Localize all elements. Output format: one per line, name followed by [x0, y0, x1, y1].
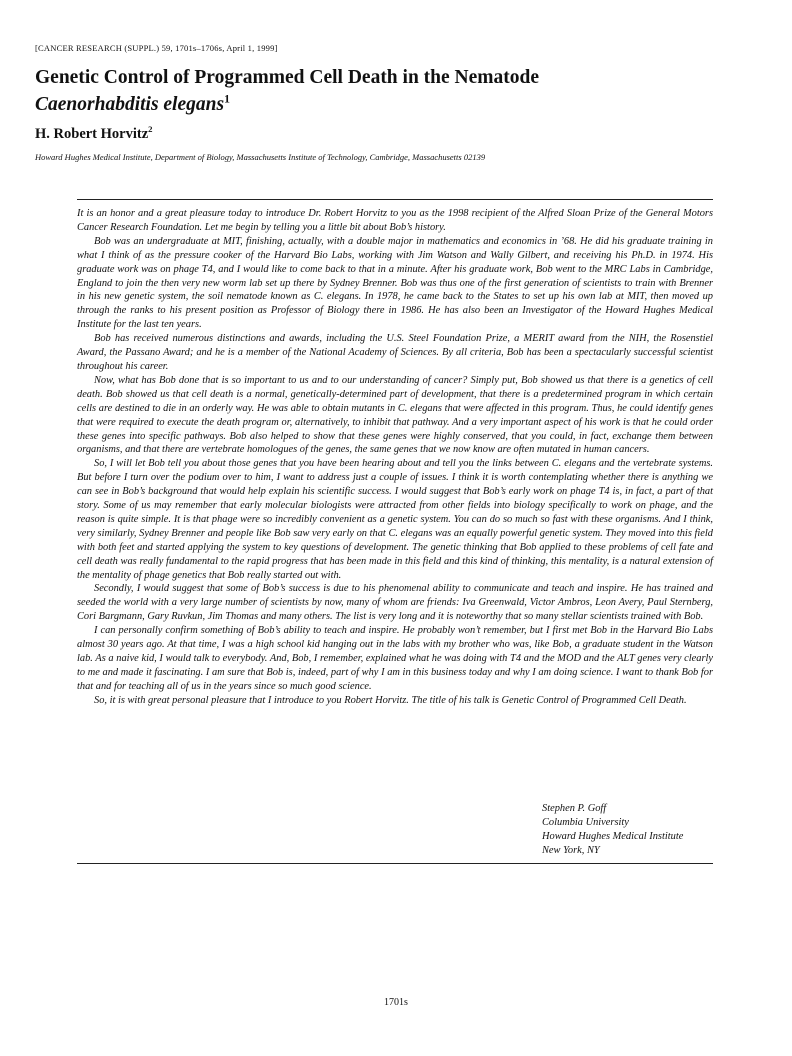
author-footnote-marker: 2	[148, 124, 153, 135]
introduction-box	[77, 207, 713, 708]
signature-location: New York, NY	[542, 844, 600, 856]
signature-institution: Columbia University	[542, 816, 629, 828]
title-species: Caenorhabditis elegans	[35, 94, 225, 115]
intro-paragraph: So, I will let Bob tell you about those genes that you have been hearing about and tell you the links between C. elegans and the vertebrate systems. But before I turn over the podium over to him, I want to address just a couple of issues. I think it is worth contemplating whether there is anything we can see in Bob’s background that would help explain his scientific success. I would suggest that Bob’s early work on phage T4 is, in fact, a part of that story. Some of us may remember that early molecular biologists were attracted from other fields into biology specifically to work on phage, and the reason is quite simple. It is that phage were so incredibly convenient as a genetic system. You can do so much so fast with these organisms. And I think, very similarly, Sydney Brenner and people like Bob saw very early on that C. elegans was an equally powerful genetic system. They moved into this field with both feet and started applying the system to key questions of development. The genetic thinking that Bob applied to these problems of cell fate and cell death was really fundamental to the rapid progress that has been made in this field and this kind of thinking, this mentality, is a natural extension of the mentality of phage genetics that Bob really started out with.	[77, 458, 713, 581]
author-text: H. Robert Horvitz	[35, 126, 149, 142]
intro-paragraph: So, it is with great personal pleasure that I introduce to you Robert Horvitz. The title of his talk is Genetic Control of Programmed Cell Death.	[94, 694, 687, 706]
journal-reference: [CANCER RESEARCH (SUPPL.) 59, 1701s–1706s, April 1, 1999]	[35, 43, 278, 53]
signature-block	[542, 802, 683, 858]
page-number: 1701s	[384, 997, 408, 1008]
intro-paragraph: Secondly, I would suggest that some of Bob’s success is due to his phenomenal ability to communicate and teach and inspire. He has trained and seeded the world with a very large number of scientists by now, many of whom are friends: Iva Greenwald, Victor Ambros, Leon Avery, Paul Sternberg, Cori Bargmann, Gary Ruvkun, Jim Thomas and many others. The list is very long and it is noteworthy that so many stellar scientists trained with Bob.	[77, 583, 713, 623]
intro-paragraph: I can personally confirm something of Bob’s ability to teach and inspire. He probably won’t remember, but I first met Bob in the Harvard Bio Labs almost 30 years ago. At that time, I was a high school kid hanging out in the labs with my brother who was, like Bob, a graduate student in the Watson lab. As a naive kid, I would talk to everybody. And, Bob, I remember, explained what he was doing with T4 and the MOD and the ALT genes very clearly to me and made it fascinating. I am sure that Bob is, indeed, part of why I am in this business today and why I am doing science. I want to thank Bob for that and for teaching all of us in the years since so much good science.	[77, 625, 713, 692]
top-divider	[77, 199, 713, 200]
title-main: Genetic Control of Programmed Cell Death in the Nematode	[35, 67, 540, 88]
intro-paragraph: Now, what has Bob done that is so important to us and to our understanding of cancer? Simply put, Bob showed us that there is a genetics of cell death. Bob showed us that cell death is a normal, genetically-determined part of development, that there is a predetermined program in which certain cells are destined to die in an orderly way. He was able to obtain mutants in C. elegans that were affected in this program. Thus, he could identify genes that were required to execute the death program or, alternatively, to inhibit that pathway. And a very important aspect of his work is that he could order these genes into specific pathways. Bob also helped to show that these genes were highly conserved, that you could, in fact, exchange them between organisms, and that there are vertebrate homologues of the genes, the same genes that we now know are often mutated in human cancers.	[77, 374, 713, 456]
title-footnote-marker: 1	[224, 92, 230, 106]
author-affiliation: Howard Hughes Medical Institute, Department of Biology, Massachusetts Institute of Technology, Cambridge, Massachusetts 02139	[35, 152, 486, 162]
intro-paragraph: Bob was an undergraduate at MIT, finishing, actually, with a double major in mathematics and economics in ’68. He did his graduate training in what I think of as the pressure cooker of the Harvard Bio Labs, working with Jim Watson and Wally Gilbert, and receiving his Ph.D. in 1974. His graduate work was on phage T4, and I would like to come back to that in a minute. After his graduate work, Bob went to the MRC Labs in Cambridge, England to join the then very new worm lab set up there by Sydney Brenner. Bob was thus one of the first generation of scientists to train with Brenner in his new genetic system, the soil nematode known as C. elegans. In 1978, he came back to the States to set up his own lab at MIT, then moved up through the ranks to his present position as Professor of Biology there in 1986. He has also been an Investigator of the Howard Hughes Medical Institute for the last ten years.	[77, 235, 713, 331]
intro-paragraph: Bob has received numerous distinctions and awards, including the U.S. Steel Foundation Prize, a MERIT award from the NIH, the Rosenstiel Award, the Passano Award; and he is a member of the National Academy of Sciences. By all criteria, Bob has been a spectacularly successful scientist throughout his career.	[77, 333, 713, 372]
intro-paragraph: It is an honor and a great pleasure today to introduce Dr. Robert Horvitz to you as the 1998 recipient of the Alfred Sloan Prize of the General Motors Cancer Research Foundation. Let me begin by telling you a little bit about Bob’s history.	[77, 208, 713, 233]
author-name	[35, 126, 153, 143]
signature-institution: Howard Hughes Medical Institute	[542, 830, 684, 842]
signature-name: Stephen P. Goff	[542, 803, 607, 814]
bottom-divider	[77, 863, 713, 864]
article-title	[35, 64, 755, 118]
